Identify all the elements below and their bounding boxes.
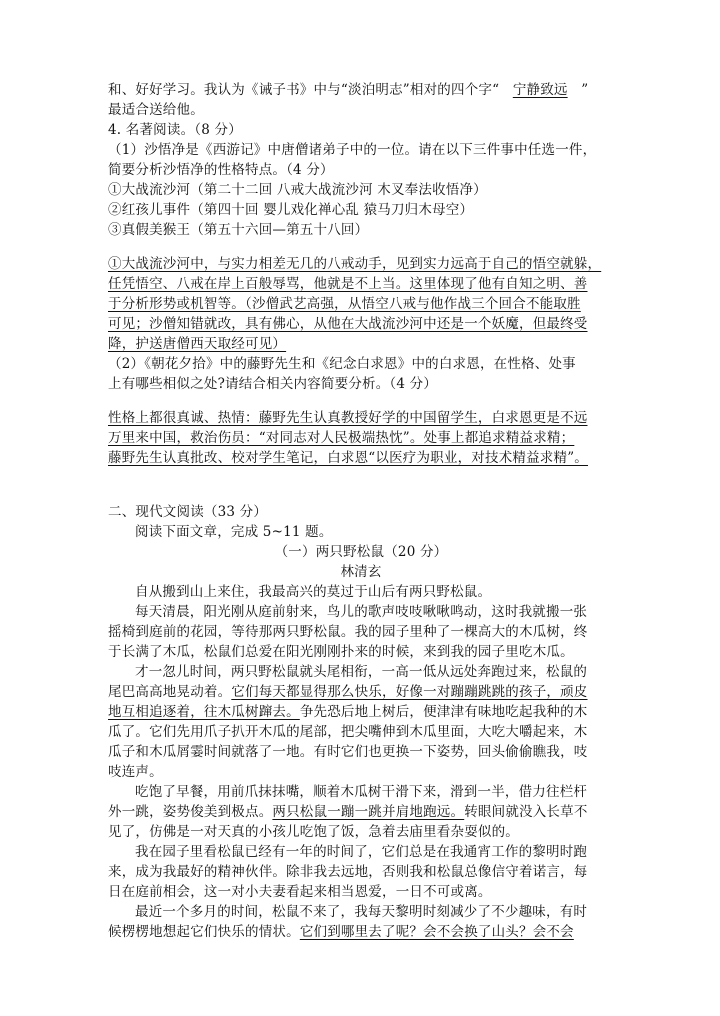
option-line: ①大战流沙河（第二十二回 八戒大战流沙河 木叉奉法收悟净）	[108, 182, 487, 198]
paragraph-line: 瓜了。它们先用爪子扒开木瓜的尾部，把尖嘴伸到木瓜里面，大吃大嚼起来，木	[108, 724, 588, 740]
answer-line: 可见；沙僧知错就改，具有佛心，从他在大战流沙河中还是一个妖魔，但最终受	[108, 316, 588, 332]
text-line: 和、好好学习。我认为《诫子书》中与“淡泊明志”相对的四个字“ 宁静致远 ”	[108, 82, 589, 98]
answer-line: 于分析形势或机智等。（沙僧武艺高强，从悟空八戒与他作战三个回合不能取胜	[108, 296, 581, 312]
paragraph-line: 日在庭前相会，这一对小夫妻看起来相当恩爱，一日不可或离。	[108, 884, 492, 900]
paragraph-line: 每天清晨，阳光刚从庭前射来，鸟儿的歌声吱吱啾啾鸣动，这时我就搬一张	[135, 604, 588, 620]
paragraph-line: 候楞楞地想起它们快乐的情状。它们到哪里去了呢？会不会换了山头？会不会	[108, 924, 574, 940]
text-line: 上有哪些相似之处?请结合相关内容简要分析。（4 分）	[108, 376, 438, 392]
text-line: 简要分析沙悟净的性格特点。（4 分）	[108, 162, 334, 178]
paragraph-line: 尾巴高高地晃动着。它们每天都显得那么快乐，好像一对蹦蹦跳跳的孩子，顽皮	[108, 684, 588, 700]
answer-line: 任凭悟空、八戒在岸上百般辱骂，他就是不上当。这里体现了他有自知之明、善	[108, 276, 588, 292]
paragraph-line: 吃饱了早餐，用前爪抹抹嘴，顺着木瓜树干滑下来，滑到一半，借力往栏杆	[135, 784, 588, 800]
answer-line: 万里来中国，救治伤员：“对同志对人民极端热忱”。处事上都追求精益求精；	[108, 430, 575, 446]
text-line: （2）《朝花夕拾》中的藤野先生和《纪念白求恩》中的白求恩，在性格、处事	[108, 356, 576, 372]
section-heading: 二、现代文阅读（33 分）	[108, 504, 268, 520]
answer-line: ①大战流沙河中，与实力相差无几的八戒动手，见到实力远高于自己的悟空就躲，	[108, 256, 602, 272]
text-line: 最适合送给他。	[108, 102, 204, 118]
option-line: ③真假美猴王（第五十六回—第五十八回）	[108, 222, 369, 238]
article-author: 林清玄	[340, 564, 382, 580]
paragraph-line: 才一忽儿时间，两只野松鼠就头尾相衔，一高一低从远处奔跑过来，松鼠的	[135, 664, 588, 680]
answer-line: 性格上都很真诚、热情：藤野先生认真教授好学的中国留学生，白求恩更是不远	[108, 410, 588, 426]
option-line: ②红孩儿事件（第四十回 婴儿戏化禅心乱 猿马刀归木母空）	[108, 202, 474, 218]
paragraph-line: 外一跳，姿势俊美到极点。两只松鼠一蹦一跳并肩地跑远。转眼间就没入长草不	[108, 804, 588, 820]
paragraph-line: 最近一个多月的时间，松鼠不来了，我每天黎明时刻减少了不少趣味，有时	[135, 904, 588, 920]
answer-line: 藤野先生认真批改、校对学生笔记，白求恩“以医疗为职业，对技术精益求精”。	[108, 450, 589, 466]
underlined-sentence: 它们每天都显得那么快乐，好像一对蹦蹦跳跳的孩子，顽皮	[231, 684, 588, 700]
paragraph-line: 于长满了木瓜，松鼠们总爱在阳光刚刚扑来的时候，来到我的园子里吃木瓜。	[108, 644, 574, 660]
instruction-line: 阅读下面文章，完成 5~11 题。	[135, 524, 333, 540]
paragraph-line: 吱连声。	[108, 764, 163, 780]
paragraph-line: 瓜子和木瓜屑霎时间就落了一地。有时它们也更换一下姿势，回头偷偷瞧我，吱	[108, 744, 588, 760]
text-line: （1）沙悟净是《西游记》中唐僧诸弟子中的一位。请在以下三件事中任选一件，	[108, 142, 597, 158]
paragraph-line: 摇椅到庭前的花园，等待那两只野松鼠。我的园子里种了一棵高大的木瓜树，终	[108, 624, 588, 640]
paragraph-line: 自从搬到山上来住，我最高兴的莫过于山后有两只野松鼠。	[135, 584, 492, 600]
paragraph-line: 我在园子里看松鼠已经有一年的时间了，它们总是在我通宵工作的黎明时跑	[135, 844, 588, 860]
underlined-sentence: 两只松鼠一蹦一跳并肩地跑远。	[272, 804, 465, 820]
underlined-sentence: 地互相追逐着，往木瓜树蹿去。	[108, 704, 300, 720]
answer-blank: 宁静致远	[512, 82, 568, 98]
article-title: （一）两只野松鼠（20 分）	[274, 544, 448, 560]
paragraph-line: 地互相追逐着，往木瓜树蹿去。争先恐后地上树后，便津津有味地吃起我种的木	[108, 704, 588, 720]
paragraph-line: 来，成为我最好的精神伙伴。除非我去远地，否则我和松鼠总像信守着诺言，每	[108, 864, 588, 880]
question-heading: 4. 名著阅读。（8 分）	[108, 122, 242, 138]
underlined-sentence: 它们到哪里去了呢？会不会换了山头？会不会	[299, 924, 574, 940]
answer-line: 降，护送唐僧西天取经可见）	[108, 336, 287, 352]
paragraph-line: 见了，仿佛是一对天真的小孩儿吃饱了饭，急着去庙里看杂耍似的。	[108, 824, 519, 840]
